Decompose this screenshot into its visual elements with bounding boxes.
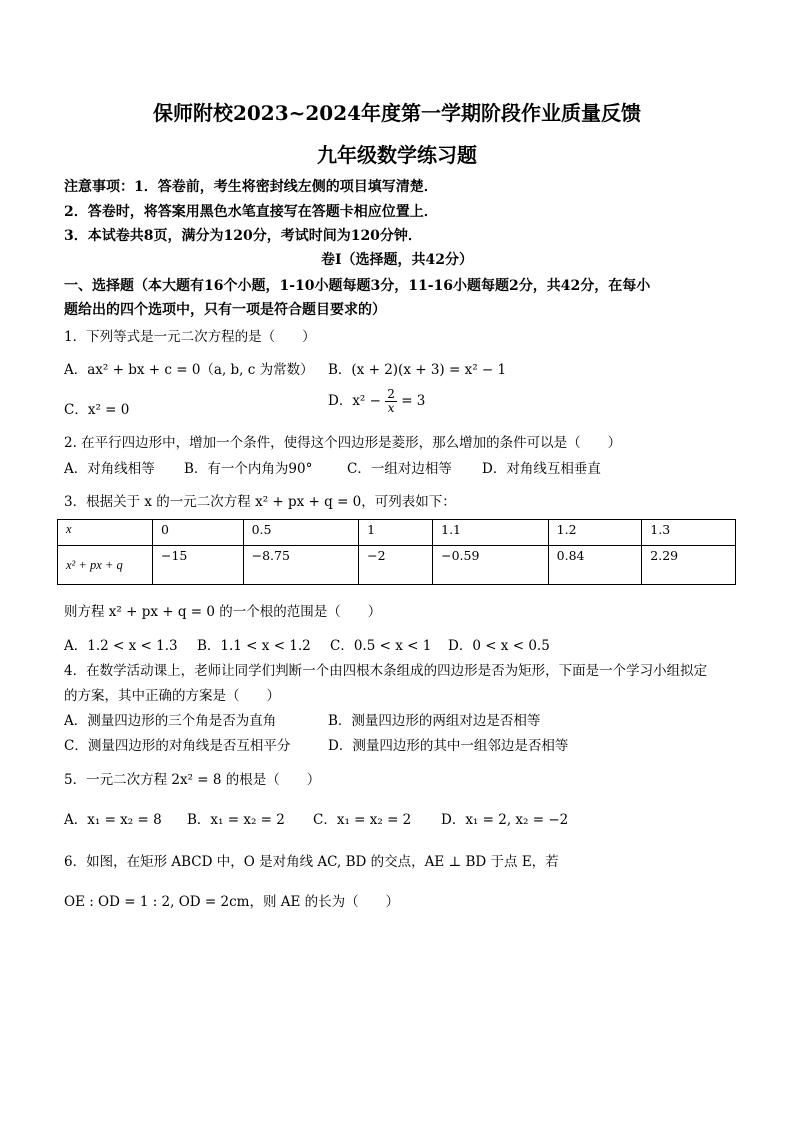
q3-option-d: D．0 < x < 0.5	[448, 638, 550, 654]
q1-option-d-suffix: = 3	[401, 393, 426, 409]
page-subtitle: 九年级数学练习题	[317, 143, 477, 167]
fraction-numerator: 2	[387, 387, 395, 401]
q2-stem: 2. 在平行四边形中，增加一个条件，使得这个四边形是菱形，那么增加的条件可以是（ ）	[64, 435, 622, 451]
q1-option-d-prefix: D．x² −	[328, 393, 381, 409]
q5-option-d: D．x₁ = 2, x₂ = −2	[441, 812, 569, 828]
q3-question: 则方程 x² + px + q = 0 的一个根的范围是（ ）	[64, 604, 382, 620]
q1-option-d	[328, 388, 425, 415]
q1-stem: 1．下列等式是一元二次方程的是（ ）	[64, 329, 316, 345]
q3-option-b: B．1.1 < x < 1.2	[197, 638, 311, 654]
q5-option-a: A．x₁ = x₂ = 8	[64, 812, 162, 828]
q6-stem-1: 6．如图，在矩形 ABCD 中，O 是对角线 AC, BD 的交点，AE ⊥ BD 于点 E，若	[64, 854, 559, 870]
q2-option-b: B．有一个内角为90°	[184, 461, 313, 477]
notes-line-1	[64, 176, 438, 196]
q4-option-b: B．测量四边形的两组对边是否相等	[328, 713, 541, 729]
q5-stem: 5．一元二次方程 2x² = 8 的根是（ ）	[64, 772, 321, 788]
q6-stem-2: OE : OD = 1 : 2, OD = 2cm，则 AE 的长为（ ）	[64, 894, 400, 910]
q4-option-a: A．测量四边形的三个角是否为直角	[64, 713, 277, 729]
q4-option-c: C．测量四边形的对角线是否互相平分	[64, 738, 291, 754]
note-item-2: 2．答卷时，将答案用黑色水笔直接写在答题卡相应位置上．	[64, 204, 438, 220]
q1-option-c: C．x² = 0	[64, 402, 130, 418]
part-heading: 卷Ⅰ（选择题，共42分）	[320, 252, 474, 268]
q2-option-a: A．对角线相等	[64, 461, 155, 477]
table-cell: x² + px + q	[58, 546, 153, 585]
fraction-denominator: x	[387, 401, 395, 415]
page-title: 保师附校2023~2024年度第一学期阶段作业质量反馈	[152, 101, 642, 125]
table-cell: x	[58, 520, 153, 546]
table-cell: −8.75	[243, 546, 359, 585]
table-cell: 1	[359, 520, 433, 546]
q4-option-d: D．测量四边形的其中一组邻边是否相等	[328, 738, 569, 754]
table-cell: −2	[359, 546, 433, 585]
table-cell: 0	[153, 520, 244, 546]
table-cell: 1.3	[642, 520, 736, 546]
q3-option-c: C．0.5 < x < 1	[330, 638, 432, 654]
note-item-3: 3．本试卷共8页，满分为120分，考试时间为120分钟．	[64, 228, 422, 244]
table-cell: 0.5	[243, 520, 359, 546]
q3-option-a: A．1.2 < x < 1.3	[64, 638, 178, 654]
table-cell: 1.1	[433, 520, 549, 546]
q5-option-c: C．x₁ = x₂ = 2	[313, 812, 412, 828]
q2-option-d: D．对角线互相垂直	[482, 461, 601, 477]
notes-label: 注意事项：	[64, 179, 134, 195]
note-item-1: 1．答卷前，考生将密封线左侧的项目填写清楚．	[134, 179, 438, 195]
table-row	[58, 546, 736, 585]
table-cell: −15	[153, 546, 244, 585]
value-table	[57, 519, 736, 585]
q2-option-c: C．一组对边相等	[347, 461, 452, 477]
table-row	[58, 520, 736, 546]
fraction	[385, 388, 397, 415]
q4-stem-2: 的方案，其中正确的方案是（ ）	[64, 688, 280, 704]
q1-option-b: B．(x + 2)(x + 3) = x² − 1	[328, 362, 507, 378]
table-cell: 2.29	[642, 546, 736, 585]
section-instructions-2: 题给出的四个选项中，只有一项是符合题目要求的）	[64, 302, 386, 318]
section-instructions-1: 一、选择题（本大题有16个小题，1-10小题每题3分，11-16小题每题2分，共42分，在每小	[64, 278, 651, 294]
q4-stem-1: 4．在数学活动课上，老师让同学们判断一个由四根木条组成的四边形是否为矩形，下面是一个学习小组拟定	[64, 663, 708, 679]
q3-stem: 3．根据关于 x 的一元二次方程 x² + px + q = 0，可列表如下：	[64, 494, 456, 510]
q5-option-b: B．x₁ = x₂ = 2	[187, 812, 285, 828]
table-cell: 1.2	[548, 520, 642, 546]
q1-option-a: A．ax² + bx + c = 0（a, b, c 为常数）	[64, 362, 314, 378]
table-cell: 0.84	[548, 546, 642, 585]
table-cell: −0.59	[433, 546, 549, 585]
